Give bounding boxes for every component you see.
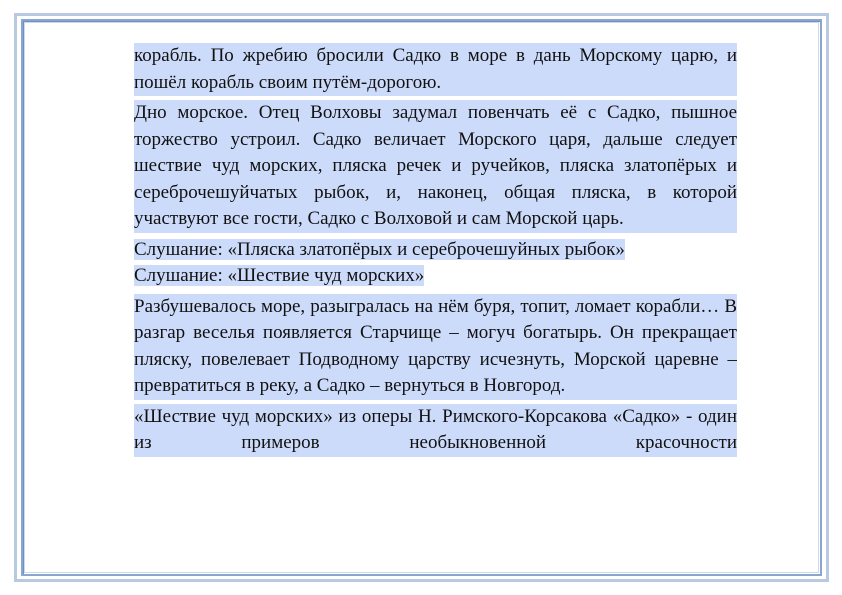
paragraph-procession-opera: «Шествие чуд морских» из оперы Н. Римского-Корсакова «Садко» - один из примеров необыкновенной красочности [134, 404, 737, 457]
listening-dance-text: Слушание: «Пляска златопёрых и сереброчешуйных рыбок» [134, 238, 625, 260]
text-box [134, 43, 737, 510]
paragraph-listening-procession [134, 263, 737, 290]
listening-procession-text: Слушание: «Шествие чуд морских» [134, 265, 425, 286]
paragraph-sea-bottom: Дно морское. Отец Волховы задумал повенчать её с Садко, пышное торжество устроил. Садко величает Морского царя, дальше следует шествие чуд морских, пляска речек и ручейков, пляска златопёрых и сереброчешуйчатых рыбок, и, наконец, общая пляска, в которой участвуют все гости, Садко с Волховой и сам Морской царь. [134, 100, 737, 233]
paragraph-listening-dance [134, 237, 737, 264]
paragraph-storm: Разбушевалось море, разыгралась на нём буря, топит, ломает корабли… В разгар веселья появляется Старчище – могуч богатырь. Он прекращает пляску, повелевает Подводному царству исчезнуть, Морской царевне – превратиться в реку, а Садко – вернуться в Новгород. [134, 294, 737, 400]
paragraph-ship: корабль. По жребию бросили Садко в море в дань Морскому царю, и пошёл корабль своим путём-дорогою. [134, 43, 737, 96]
